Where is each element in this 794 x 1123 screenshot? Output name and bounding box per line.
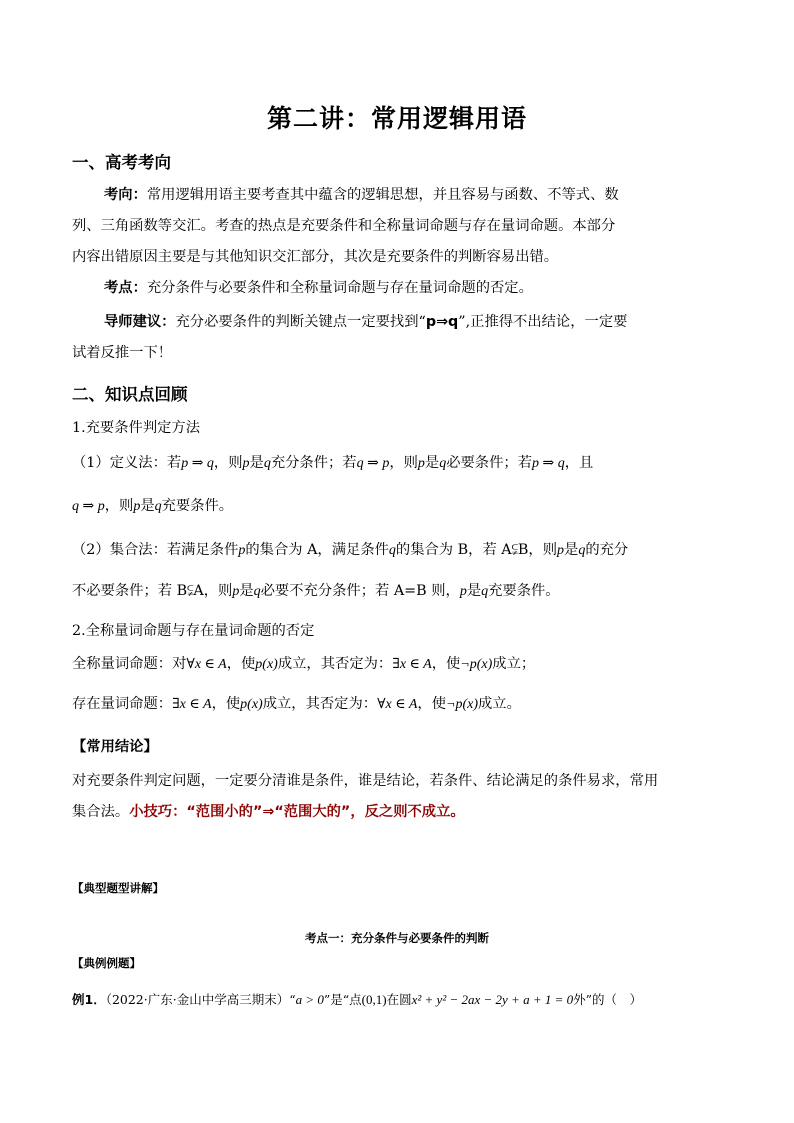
text-span: ，使 — [417, 696, 446, 712]
direction-paragraph-line1 — [104, 180, 619, 211]
advice-line2: 试着反推一下！ — [72, 345, 173, 361]
text-span: ”是“点 — [323, 992, 362, 1007]
text-span: 必要不充分条件；若 A=B 则， — [260, 583, 460, 599]
typical-problems-heading: 【典型题型讲解】 — [72, 881, 164, 895]
advice-highlight: p⇒q — [425, 314, 459, 330]
math-forall-2: ∀x ∈ A — [377, 697, 418, 712]
text-span: ，使 — [226, 656, 256, 672]
text-span: 存在量词命题： — [72, 696, 173, 712]
conclusion-line1: 对充要条件判定问题，一定要分清谁是条件，谁是结论，若条件、结论满足的条件易求，常用 — [72, 773, 659, 789]
typical-examples-heading: 【典例例题】 — [72, 956, 141, 970]
text-span: q — [481, 584, 489, 599]
exam-point-line — [104, 273, 533, 304]
text-span: （1）定义法：若 — [72, 455, 182, 471]
example-1 — [72, 990, 642, 1008]
text-span: p(x) — [240, 697, 263, 712]
tip-highlight: 小技巧：“范围小的”⇒“范围大的”，反之则不成立。 — [129, 804, 465, 820]
text-span: （2）集合法：若满足条件 — [72, 542, 239, 558]
text-span: p — [232, 584, 240, 599]
text-span: q — [253, 584, 261, 599]
direction-paragraph-line3: 内容出错原因主要是与其他知识交汇部分，其次是充要条件的判断容易出错。 — [72, 249, 559, 265]
math-forall: ∀x ∈ A — [186, 657, 227, 672]
math-q-implies-p-2: q ⇒ p — [72, 499, 105, 514]
text-span: (0,1) — [361, 992, 387, 1007]
page-title: 第二讲：常用逻辑用语 — [266, 104, 527, 133]
conclusion-prefix: 集合法。 — [72, 804, 130, 820]
text-span: 在圆 — [386, 992, 412, 1007]
universal-statement-line — [72, 649, 535, 680]
text-span: p — [459, 584, 467, 599]
text-span: q — [154, 499, 162, 514]
advice-text: 充分必要条件的判断关键点一定要找到“ — [175, 314, 426, 330]
text-span: ，使 — [431, 656, 461, 672]
conclusion-line2 — [72, 797, 465, 828]
text-span: 充要条件。 — [488, 583, 560, 599]
exam-point-one-title: 考点一：充分条件与必要条件的判断 — [305, 931, 489, 945]
text-span: 必要条件；若 — [446, 455, 532, 471]
direction-text: 常用逻辑用语主要考查其中蕴含的逻辑思想，并且容易与函数、不等式、数 — [146, 187, 619, 203]
text-span: ，则 — [389, 455, 418, 471]
common-conclusion-heading: 【常用结论】 — [72, 739, 158, 755]
text-span: p — [133, 499, 141, 514]
set-method-line1 — [72, 535, 628, 566]
text-span: 外”的（ ） — [573, 992, 643, 1007]
direction-paragraph-line2: 列、三角函数等交汇。考查的热点是充要条件和全称量词命题与存在量词命题。本部分 — [72, 218, 616, 234]
math-p-implies-q-2: p ⇒ q — [532, 456, 565, 471]
text-span: ，则 — [213, 455, 243, 471]
math-not-p-x: ¬p(x) — [460, 657, 493, 672]
set-method-line2 — [72, 576, 560, 607]
advice-label: 导师建议： — [104, 314, 176, 330]
text-span: ，使 — [211, 696, 241, 712]
section-heading-knowledge-review: 二、知识点回顾 — [72, 385, 188, 404]
text-span: 是 — [466, 583, 482, 599]
example-1-label: 例1． — [72, 992, 106, 1007]
definition-method-line2 — [72, 491, 233, 522]
text-span: a > 0 — [295, 992, 324, 1007]
text-span: 是 — [249, 455, 264, 471]
text-span: p — [417, 456, 425, 471]
advice-line1 — [104, 307, 627, 338]
existential-statement-line — [72, 689, 521, 720]
math-exists: ∃x ∈ A — [392, 657, 432, 672]
text-span: q — [439, 456, 447, 471]
math-p-implies-q: p ⇒ q — [181, 456, 214, 471]
text-span: 成立，其否定为： — [262, 696, 378, 712]
circle-equation: x² + y² − 2ax − 2y + a + 1 = 0 — [411, 992, 574, 1007]
text-span: q — [578, 543, 586, 558]
text-span: q — [263, 456, 271, 471]
text-span: 成立，其否定为： — [277, 656, 393, 672]
text-span: ，且 — [564, 455, 594, 471]
text-span: 充要条件。 — [161, 498, 234, 514]
text-span: ，则 — [104, 498, 134, 514]
text-span: 充分条件；若 — [270, 455, 357, 471]
text-span: 的充分 — [585, 542, 629, 558]
text-span: 是 — [564, 542, 579, 558]
text-span: p — [238, 543, 246, 558]
section-heading-exam-direction: 一、高考考向 — [72, 153, 171, 172]
text-span: 是 — [239, 583, 254, 599]
direction-label: 考向： — [104, 187, 147, 203]
math-q-implies-p: q ⇒ p — [356, 456, 390, 471]
text-span: 不必要条件；若 B⫋A，则 — [72, 583, 233, 599]
math-exists-2: ∃x ∈ A — [172, 697, 212, 712]
definition-method-line1 — [72, 448, 593, 479]
text-span: 的集合为 A，满足条件 — [245, 542, 389, 558]
exam-point-text: 充分条件与必要条件和全称量词命题与存在量词命题的否定。 — [146, 280, 533, 296]
text-span: p(x) — [255, 657, 278, 672]
text-span: p — [242, 456, 250, 471]
text-span: （2022·广东·金山中学高三期末）“ — [105, 992, 296, 1007]
text-span: 是 — [140, 498, 155, 514]
math-not-p-x-2: ¬p(x) — [446, 697, 478, 712]
item1-title: 1.充要条件判定方法 — [72, 420, 201, 436]
exam-point-label: 考点： — [104, 280, 147, 296]
advice-text-cont: ”,正推得不出结论，一定要 — [458, 314, 628, 330]
text-span: 成立。 — [478, 696, 521, 712]
text-span: 的集合为 B，若 A⫋B，则 — [395, 542, 558, 558]
item2-title: 2.全称量词命题与存在量词命题的否定 — [72, 623, 315, 639]
text-span: 是 — [424, 455, 440, 471]
text-span: 全称量词命题：对 — [72, 656, 187, 672]
text-span: 成立； — [492, 656, 536, 672]
text-span: q — [388, 543, 396, 558]
text-span: p — [557, 543, 565, 558]
